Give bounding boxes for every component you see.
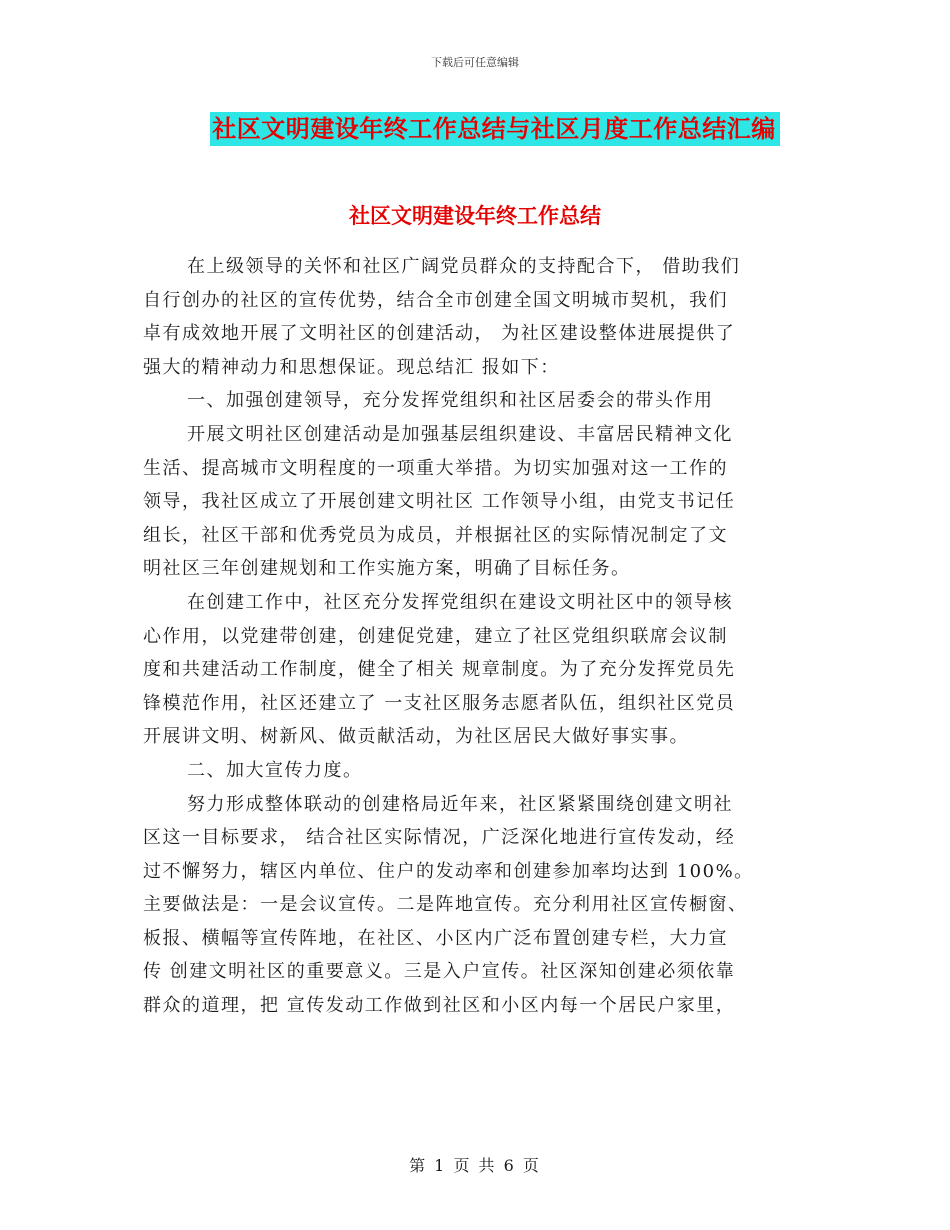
document-body — [143, 250, 805, 1023]
body-line: 锋模范作用，社区还建立了 一支社区服务志愿者队伍，组织社区党员 — [143, 692, 736, 714]
body-line: 心作用，以党建带创建，创建促党建，建立了社区党组织联席会议制 — [143, 625, 728, 647]
body-line: 组长，社区干部和优秀党员为成员，并根据社区的实际情况制定了文 — [143, 524, 728, 546]
body-line: 卓有成效地开展了文明社区的创建活动， 为社区建设整体进展提供了 — [143, 323, 736, 345]
body-line: 开展文明社区创建活动是加强基层组织建设、丰富居民精神文化 — [187, 423, 733, 445]
body-line: 度和共建活动工作制度，健全了相关 规章制度。为了充分发挥党员先 — [143, 659, 736, 681]
body-line: 在上级领导的关怀和社区广阔党员群众的支持配合下， 借助我们 — [187, 256, 741, 277]
document-title: 社区文明建设年终工作总结与社区月度工作总结汇编 — [210, 112, 780, 146]
document-title-wrap — [0, 112, 950, 146]
body-line: 生活、提高城市文明程度的一项重大举措。为切实加强对这一工作的 — [143, 457, 728, 479]
body-line: 板报、横幅等宣传阵地，在社区、小区内广泛布置创建专栏，大力宣 — [143, 927, 728, 949]
body-line: 群众的道理，把 宣传发动工作做到社区和小区内每一个居民户家里， — [143, 995, 736, 1017]
body-line: 自行创办的社区的宣传优势，结合全市创建全国文明城市契机，我们 — [143, 289, 728, 311]
body-line: 开展讲文明、树新风、做贡献活动，为社区居民大做好事实事。 — [143, 726, 689, 748]
body-line: 过不懈努力，辖区内单位、住户的发动率和创建参加率均达到 100%。 — [143, 860, 754, 882]
body-heading: 一、加强创建领导，充分发挥党组织和社区居委会的带头作用 — [187, 390, 714, 412]
body-heading: 二、加大宣传力度。 — [187, 759, 363, 781]
body-line: 在创建工作中，社区充分发挥党组织在建设文明社区中的领导核 — [187, 591, 733, 613]
body-line: 领导，我社区成立了开展创建文明社区 工作领导小组，由党支书记任 — [143, 491, 736, 513]
body-line: 传 创建文明社区的重要意义。三是入户宣传。社区深知创建必须依靠 — [143, 961, 736, 983]
section-title: 社区文明建设年终工作总结 — [349, 203, 601, 228]
page-footer: 第 1 页 共 6 页 — [409, 1156, 541, 1175]
body-line: 努力形成整体联动的创建格局近年来，社区紧紧围绕创建文明社 — [187, 793, 733, 815]
body-line: 区这一目标要求， 结合社区实际情况，广泛深化地进行宣传发动，经 — [143, 827, 736, 849]
body-line: 明社区三年创建规划和工作实施方案，明确了目标任务。 — [143, 558, 631, 580]
body-line: 强大的精神动力和思想保证。现总结汇 报如下： — [143, 356, 560, 378]
body-line: 主要做法是：一是会议宣传。二是阵地宣传。充分利用社区宣传橱窗、 — [143, 894, 748, 916]
header-note: 下载后可任意编辑 — [431, 56, 519, 69]
